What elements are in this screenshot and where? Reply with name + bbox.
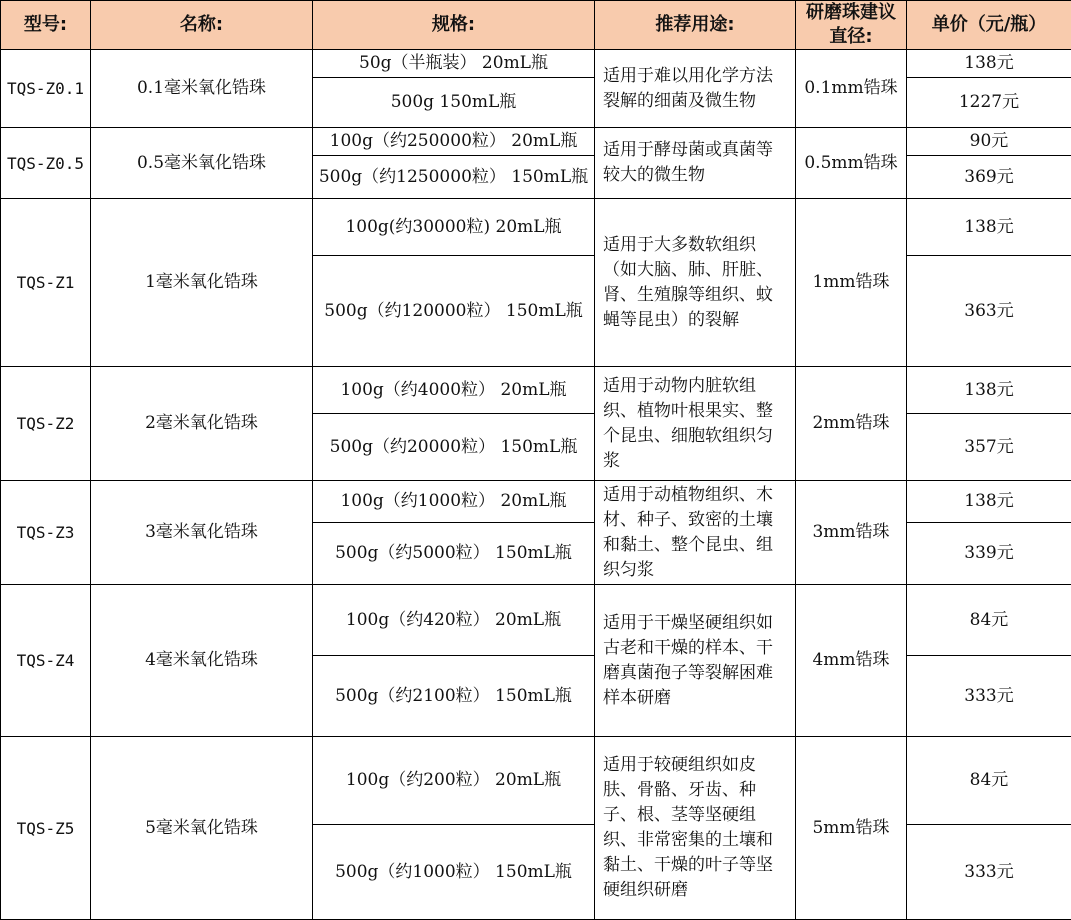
use-cell: 适用于较硬组织如皮肤、骨骼、牙齿、种子、根、茎等坚硬组织、非常密集的土壤和黏土、干燥的叶子等坚硬组织研磨 bbox=[595, 737, 796, 920]
spec-cell: 500g（约2100粒） 150mL瓶 bbox=[313, 656, 595, 737]
price-cell: 90元 bbox=[907, 128, 1071, 156]
use-cell: 适用于酵母菌或真菌等较大的微生物 bbox=[595, 128, 796, 199]
name-cell: 5毫米氧化锆珠 bbox=[91, 737, 313, 920]
use-cell: 适用于干燥坚硬组织如古老和干燥的样本、干磨真菌孢子等裂解困难样本研磨 bbox=[595, 585, 796, 737]
name-cell: 1毫米氧化锆珠 bbox=[91, 199, 313, 367]
spec-cell: 500g（约5000粒） 150mL瓶 bbox=[313, 523, 595, 585]
diameter-cell: 2mm锆珠 bbox=[796, 367, 907, 481]
diameter-cell: 3mm锆珠 bbox=[796, 481, 907, 585]
spec-cell: 100g（约200粒） 20mL瓶 bbox=[313, 737, 595, 825]
price-cell: 138元 bbox=[907, 50, 1071, 78]
name-cell: 4毫米氧化锆珠 bbox=[91, 585, 313, 737]
header-spec: 规格: bbox=[313, 1, 595, 50]
table-row bbox=[1, 199, 1071, 256]
diameter-cell: 4mm锆珠 bbox=[796, 585, 907, 737]
model-cell: TQS-Z0.5 bbox=[1, 128, 91, 199]
use-cell: 适用于大多数软组织（如大脑、肺、肝脏、肾、生殖腺等组织、蚊蝇等昆虫）的裂解 bbox=[595, 199, 796, 367]
table-row bbox=[1, 50, 1071, 78]
spec-cell: 100g(约30000粒) 20mL瓶 bbox=[313, 199, 595, 256]
price-cell: 357元 bbox=[907, 414, 1071, 481]
table-row bbox=[1, 367, 1071, 414]
table-row bbox=[1, 737, 1071, 825]
header-price: 单价（元/瓶） bbox=[907, 1, 1071, 50]
table-row bbox=[1, 128, 1071, 156]
spec-cell: 100g（约1000粒） 20mL瓶 bbox=[313, 481, 595, 523]
header-use: 推荐用途: bbox=[595, 1, 796, 50]
spec-cell: 500g（约1000粒） 150mL瓶 bbox=[313, 825, 595, 920]
table-row bbox=[1, 585, 1071, 656]
price-cell: 339元 bbox=[907, 523, 1071, 585]
name-cell: 2毫米氧化锆珠 bbox=[91, 367, 313, 481]
model-cell: TQS-Z4 bbox=[1, 585, 91, 737]
price-cell: 138元 bbox=[907, 481, 1071, 523]
use-cell: 适用于动物内脏软组织、植物叶根果实、整个昆虫、细胞软组织匀浆 bbox=[595, 367, 796, 481]
spec-cell: 50g（半瓶装） 20mL瓶 bbox=[313, 50, 595, 78]
table-row bbox=[1, 481, 1071, 523]
price-cell: 363元 bbox=[907, 256, 1071, 367]
spec-cell: 500g（约20000粒） 150mL瓶 bbox=[313, 414, 595, 481]
name-cell: 3毫米氧化锆珠 bbox=[91, 481, 313, 585]
model-cell: TQS-Z3 bbox=[1, 481, 91, 585]
spec-cell: 100g（约420粒） 20mL瓶 bbox=[313, 585, 595, 656]
spec-cell: 500g（约1250000粒） 150mL瓶 bbox=[313, 156, 595, 199]
price-cell: 369元 bbox=[907, 156, 1071, 199]
name-cell: 0.1毫米氧化锆珠 bbox=[91, 50, 313, 128]
price-cell: 138元 bbox=[907, 199, 1071, 256]
header-model: 型号: bbox=[1, 1, 91, 50]
price-cell: 84元 bbox=[907, 737, 1071, 825]
name-cell: 0.5毫米氧化锆珠 bbox=[91, 128, 313, 199]
price-cell: 138元 bbox=[907, 367, 1071, 414]
diameter-cell: 5mm锆珠 bbox=[796, 737, 907, 920]
price-cell: 333元 bbox=[907, 656, 1071, 737]
model-cell: TQS-Z0.1 bbox=[1, 50, 91, 128]
price-cell: 84元 bbox=[907, 585, 1071, 656]
header-name: 名称: bbox=[91, 1, 313, 50]
use-cell: 适用于难以用化学方法裂解的细菌及微生物 bbox=[595, 50, 796, 128]
diameter-cell: 1mm锆珠 bbox=[796, 199, 907, 367]
price-cell: 1227元 bbox=[907, 78, 1071, 128]
use-cell: 适用于动植物组织、木材、种子、致密的土壤和黏土、整个昆虫、组织匀浆 bbox=[595, 481, 796, 585]
diameter-cell: 0.1mm锆珠 bbox=[796, 50, 907, 128]
diameter-cell: 0.5mm锆珠 bbox=[796, 128, 907, 199]
spec-cell: 500g 150mL瓶 bbox=[313, 78, 595, 128]
spec-cell: 100g（约250000粒） 20mL瓶 bbox=[313, 128, 595, 156]
header-row bbox=[1, 1, 1071, 50]
model-cell: TQS-Z5 bbox=[1, 737, 91, 920]
spec-cell: 500g（约120000粒） 150mL瓶 bbox=[313, 256, 595, 367]
model-cell: TQS-Z2 bbox=[1, 367, 91, 481]
price-cell: 333元 bbox=[907, 825, 1071, 920]
header-diameter: 研磨珠建议直径: bbox=[796, 1, 907, 50]
model-cell: TQS-Z1 bbox=[1, 199, 91, 367]
spec-cell: 100g（约4000粒） 20mL瓶 bbox=[313, 367, 595, 414]
